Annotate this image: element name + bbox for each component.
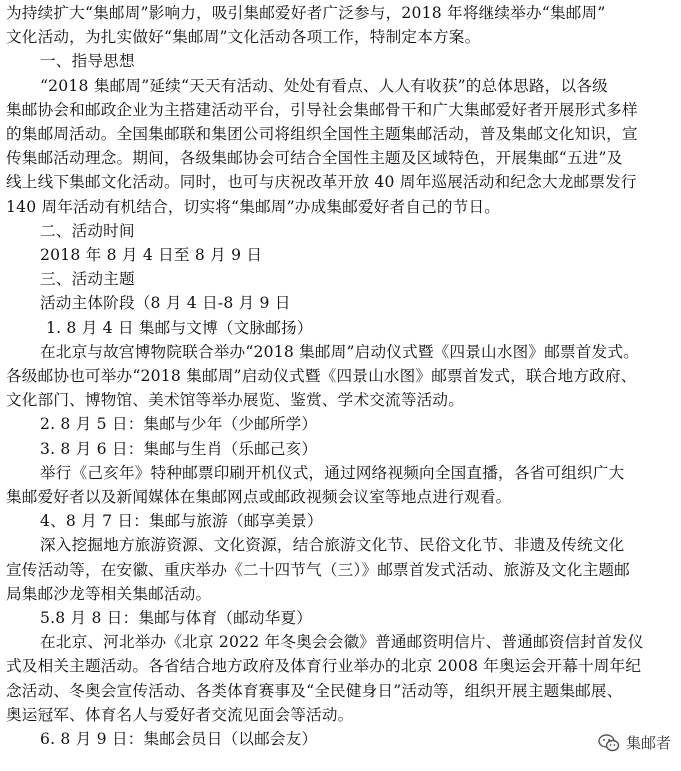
text-line: 文化活动，为扎实做好“集邮周”文化活动各项工作，特制定本方案。 bbox=[6, 28, 481, 47]
text-line: 4、8 月 7 日：集邮与旅游（邮享美景） bbox=[40, 512, 323, 531]
text-line: 2018 年 8 月 4 日至 8 月 9 日 bbox=[40, 246, 263, 264]
text-line: 念活动、冬奥会宣传活动、各类体育赛事及“全民健身日”活动等，组织开展主题集邮展、 bbox=[6, 681, 623, 700]
text-line: 文化部门、博物馆、美术馆等举办展览、鉴赏、学术交流等活动。 bbox=[6, 391, 465, 410]
text-line: 3. 8 月 6 日：集邮与生肖（乐邮己亥） bbox=[40, 439, 318, 458]
wechat-icon bbox=[598, 734, 620, 752]
text-line: 传集邮活动理念。期间，各级集邮协会可结合全国性主题及区域特色，开展集邮“五进”及 bbox=[6, 149, 623, 168]
text-line: 三、活动主题 bbox=[40, 270, 135, 289]
text-line: 2. 8 月 5 日：集邮与少年（少邮所学） bbox=[40, 415, 318, 434]
text-line: 局集邮沙龙等相关集邮活动。 bbox=[6, 584, 212, 603]
text-line: 活动主体阶段（8 月 4 日-8 月 9 日 bbox=[40, 294, 291, 313]
text-line: 集邮协会和邮政企业为主搭建活动平台，引导社会集邮骨干和广大集邮爱好者开展形式多样 bbox=[6, 100, 638, 119]
text-line: 6. 8 月 9 日：集邮会员日（以邮会友） bbox=[40, 730, 318, 748]
text-line: 各级邮协也可举办“2018 集邮周”启动仪式暨《四景山水图》邮票首发式，联合地方政府、 bbox=[6, 367, 637, 385]
text-line: 深入挖掘地方旅游资源、文化资源，结合旅游文化节、民俗文化节、非遗及传统文化 bbox=[40, 536, 625, 555]
text-line: 5.8 月 8 日：集邮与体育（邮动华夏） bbox=[40, 609, 313, 627]
text-line: 集邮爱好者以及新闻媒体在集邮网点或邮政视频会议室等地点进行观看。 bbox=[6, 488, 512, 506]
text-line: 二、活动时间 bbox=[40, 221, 135, 240]
text-line: 奥运冠军、体育名人与爱好者交流见面会等活动。 bbox=[6, 705, 354, 724]
text-line: 式及相关主题活动。各省结合地方政府及体育行业举办的北京 2008 年奥运会开幕十周年纪 bbox=[6, 657, 642, 676]
watermark bbox=[598, 732, 671, 753]
watermark-label: 集邮者 bbox=[625, 734, 671, 752]
text-line: 在北京、河北举办《北京 2022 年冬奥会会徽》普通邮资明信片、普通邮资信封首发仪 bbox=[40, 633, 644, 652]
text-line: 宣传活动等，在安徽、重庆举办《二十四节气（三）》邮票首发式活动、旅游及文化主题邮 bbox=[6, 560, 630, 579]
text-line: 一、指导思想 bbox=[40, 52, 135, 71]
text-line: 为持续扩大“集邮周”影响力，吸引集邮爱好者广泛参与，2018 年将继续举办“集邮周” bbox=[6, 4, 606, 22]
text-line: 线上线下集邮文化活动。同时，也可与庆祝改革开放 40 周年巡展活动和纪念大龙邮票发行 bbox=[6, 173, 637, 192]
text-line: “2018 集邮周”延续“天天有活动、处处有看点、人人有收获”的总体思路，以各级 bbox=[40, 76, 608, 95]
text-line: 的集邮周活动。全国集邮联和集团公司将组织全国性主题集邮活动，普及集邮文化知识，宣 bbox=[6, 125, 638, 143]
text-line: 在北京与故宫博物院联合举办“2018 集邮周”启动仪式暨《四景山水图》邮票首发式。 bbox=[40, 342, 639, 361]
text-line: 1. 8 月 4 日 集邮与文博（文脉邮扬） bbox=[46, 318, 313, 337]
text-line: 140 周年活动有机结合，切实将“集邮周”办成集邮爱好者自己的节日。 bbox=[6, 197, 501, 216]
text-line: 举行《己亥年》特种邮票印刷开机仪式，通过网络视频向全国直播，各省可组织广大 bbox=[40, 463, 625, 482]
